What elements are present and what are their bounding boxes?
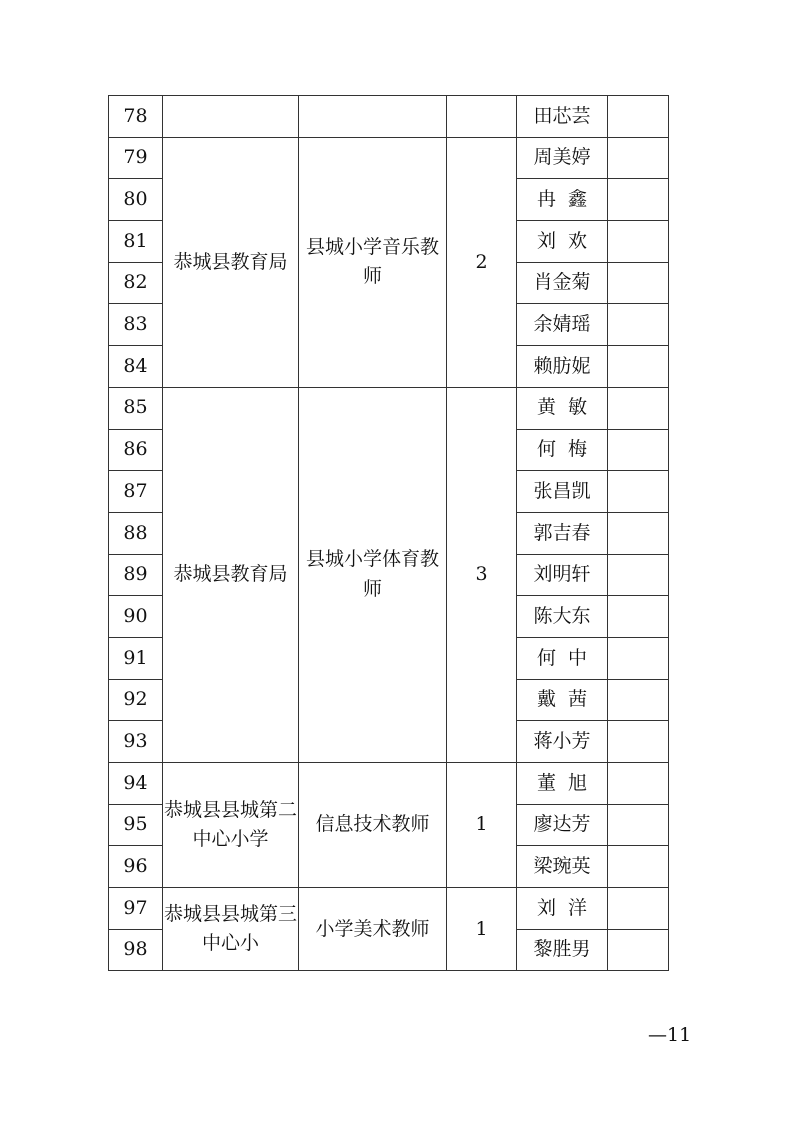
row-number-cell: 85 (109, 387, 163, 429)
row-number-cell: 90 (109, 596, 163, 638)
name-cell: 何 梅 (517, 429, 608, 471)
row-number-cell: 83 (109, 304, 163, 346)
quota-cell: 1 (447, 763, 517, 888)
note-cell (608, 804, 669, 846)
unit-cell: 恭城县县城第三中心小 (163, 888, 299, 971)
table-row (109, 763, 669, 805)
row-number-cell: 96 (109, 846, 163, 888)
position-cell: 县城小学体育教师 (299, 387, 447, 762)
row-number-cell: 86 (109, 429, 163, 471)
row-number-cell: 93 (109, 721, 163, 763)
note-cell (608, 346, 669, 388)
row-number-cell: 87 (109, 471, 163, 513)
unit-cell: 恭城县县城第二中心小学 (163, 763, 299, 888)
note-cell (608, 471, 669, 513)
note-cell (608, 221, 669, 263)
note-cell (608, 596, 669, 638)
table-row (109, 888, 669, 930)
note-cell (608, 96, 669, 138)
position-cell: 信息技术教师 (299, 763, 447, 888)
note-cell (608, 137, 669, 179)
position-cell: 小学美术教师 (299, 888, 447, 971)
row-number-cell: 88 (109, 512, 163, 554)
position-cell: 县城小学音乐教师 (299, 137, 447, 387)
row-number-cell: 94 (109, 763, 163, 805)
note-cell (608, 304, 669, 346)
name-cell: 廖达芳 (517, 804, 608, 846)
name-cell: 刘明轩 (517, 554, 608, 596)
row-number-cell: 82 (109, 262, 163, 304)
page-number: —11 (648, 1024, 692, 1046)
roster-body (109, 96, 669, 971)
note-cell (608, 679, 669, 721)
row-number-cell: 98 (109, 929, 163, 971)
row-number-cell: 89 (109, 554, 163, 596)
note-cell (608, 429, 669, 471)
note-cell (608, 512, 669, 554)
name-cell: 田芯芸 (517, 96, 608, 138)
row-number-cell: 92 (109, 679, 163, 721)
position-cell (299, 96, 447, 138)
note-cell (608, 262, 669, 304)
row-number-cell: 95 (109, 804, 163, 846)
name-cell: 余婧瑶 (517, 304, 608, 346)
unit-cell (163, 96, 299, 138)
name-cell: 周美婷 (517, 137, 608, 179)
name-cell: 冉 鑫 (517, 179, 608, 221)
table-row (109, 137, 669, 179)
table-row (109, 96, 669, 138)
name-cell: 陈大东 (517, 596, 608, 638)
note-cell (608, 179, 669, 221)
name-cell: 戴 茜 (517, 679, 608, 721)
row-number-cell: 78 (109, 96, 163, 138)
note-cell (608, 888, 669, 930)
name-cell: 刘 欢 (517, 221, 608, 263)
row-number-cell: 80 (109, 179, 163, 221)
unit-cell: 恭城县教育局 (163, 137, 299, 387)
note-cell (608, 637, 669, 679)
quota-cell: 3 (447, 387, 517, 762)
roster-table (108, 95, 669, 971)
name-cell: 梁琬英 (517, 846, 608, 888)
row-number-cell: 79 (109, 137, 163, 179)
row-number-cell: 84 (109, 346, 163, 388)
name-cell: 黄 敏 (517, 387, 608, 429)
note-cell (608, 554, 669, 596)
quota-cell: 1 (447, 888, 517, 971)
name-cell: 郭吉春 (517, 512, 608, 554)
unit-cell: 恭城县教育局 (163, 387, 299, 762)
quota-cell: 2 (447, 137, 517, 387)
row-number-cell: 97 (109, 888, 163, 930)
name-cell: 何 中 (517, 637, 608, 679)
name-cell: 刘 洋 (517, 888, 608, 930)
name-cell: 赖肪妮 (517, 346, 608, 388)
note-cell (608, 721, 669, 763)
note-cell (608, 846, 669, 888)
note-cell (608, 387, 669, 429)
note-cell (608, 929, 669, 971)
note-cell (608, 763, 669, 805)
row-number-cell: 81 (109, 221, 163, 263)
name-cell: 蒋小芳 (517, 721, 608, 763)
name-cell: 董 旭 (517, 763, 608, 805)
name-cell: 黎胜男 (517, 929, 608, 971)
name-cell: 肖金菊 (517, 262, 608, 304)
table-row (109, 387, 669, 429)
quota-cell (447, 96, 517, 138)
row-number-cell: 91 (109, 637, 163, 679)
name-cell: 张昌凯 (517, 471, 608, 513)
